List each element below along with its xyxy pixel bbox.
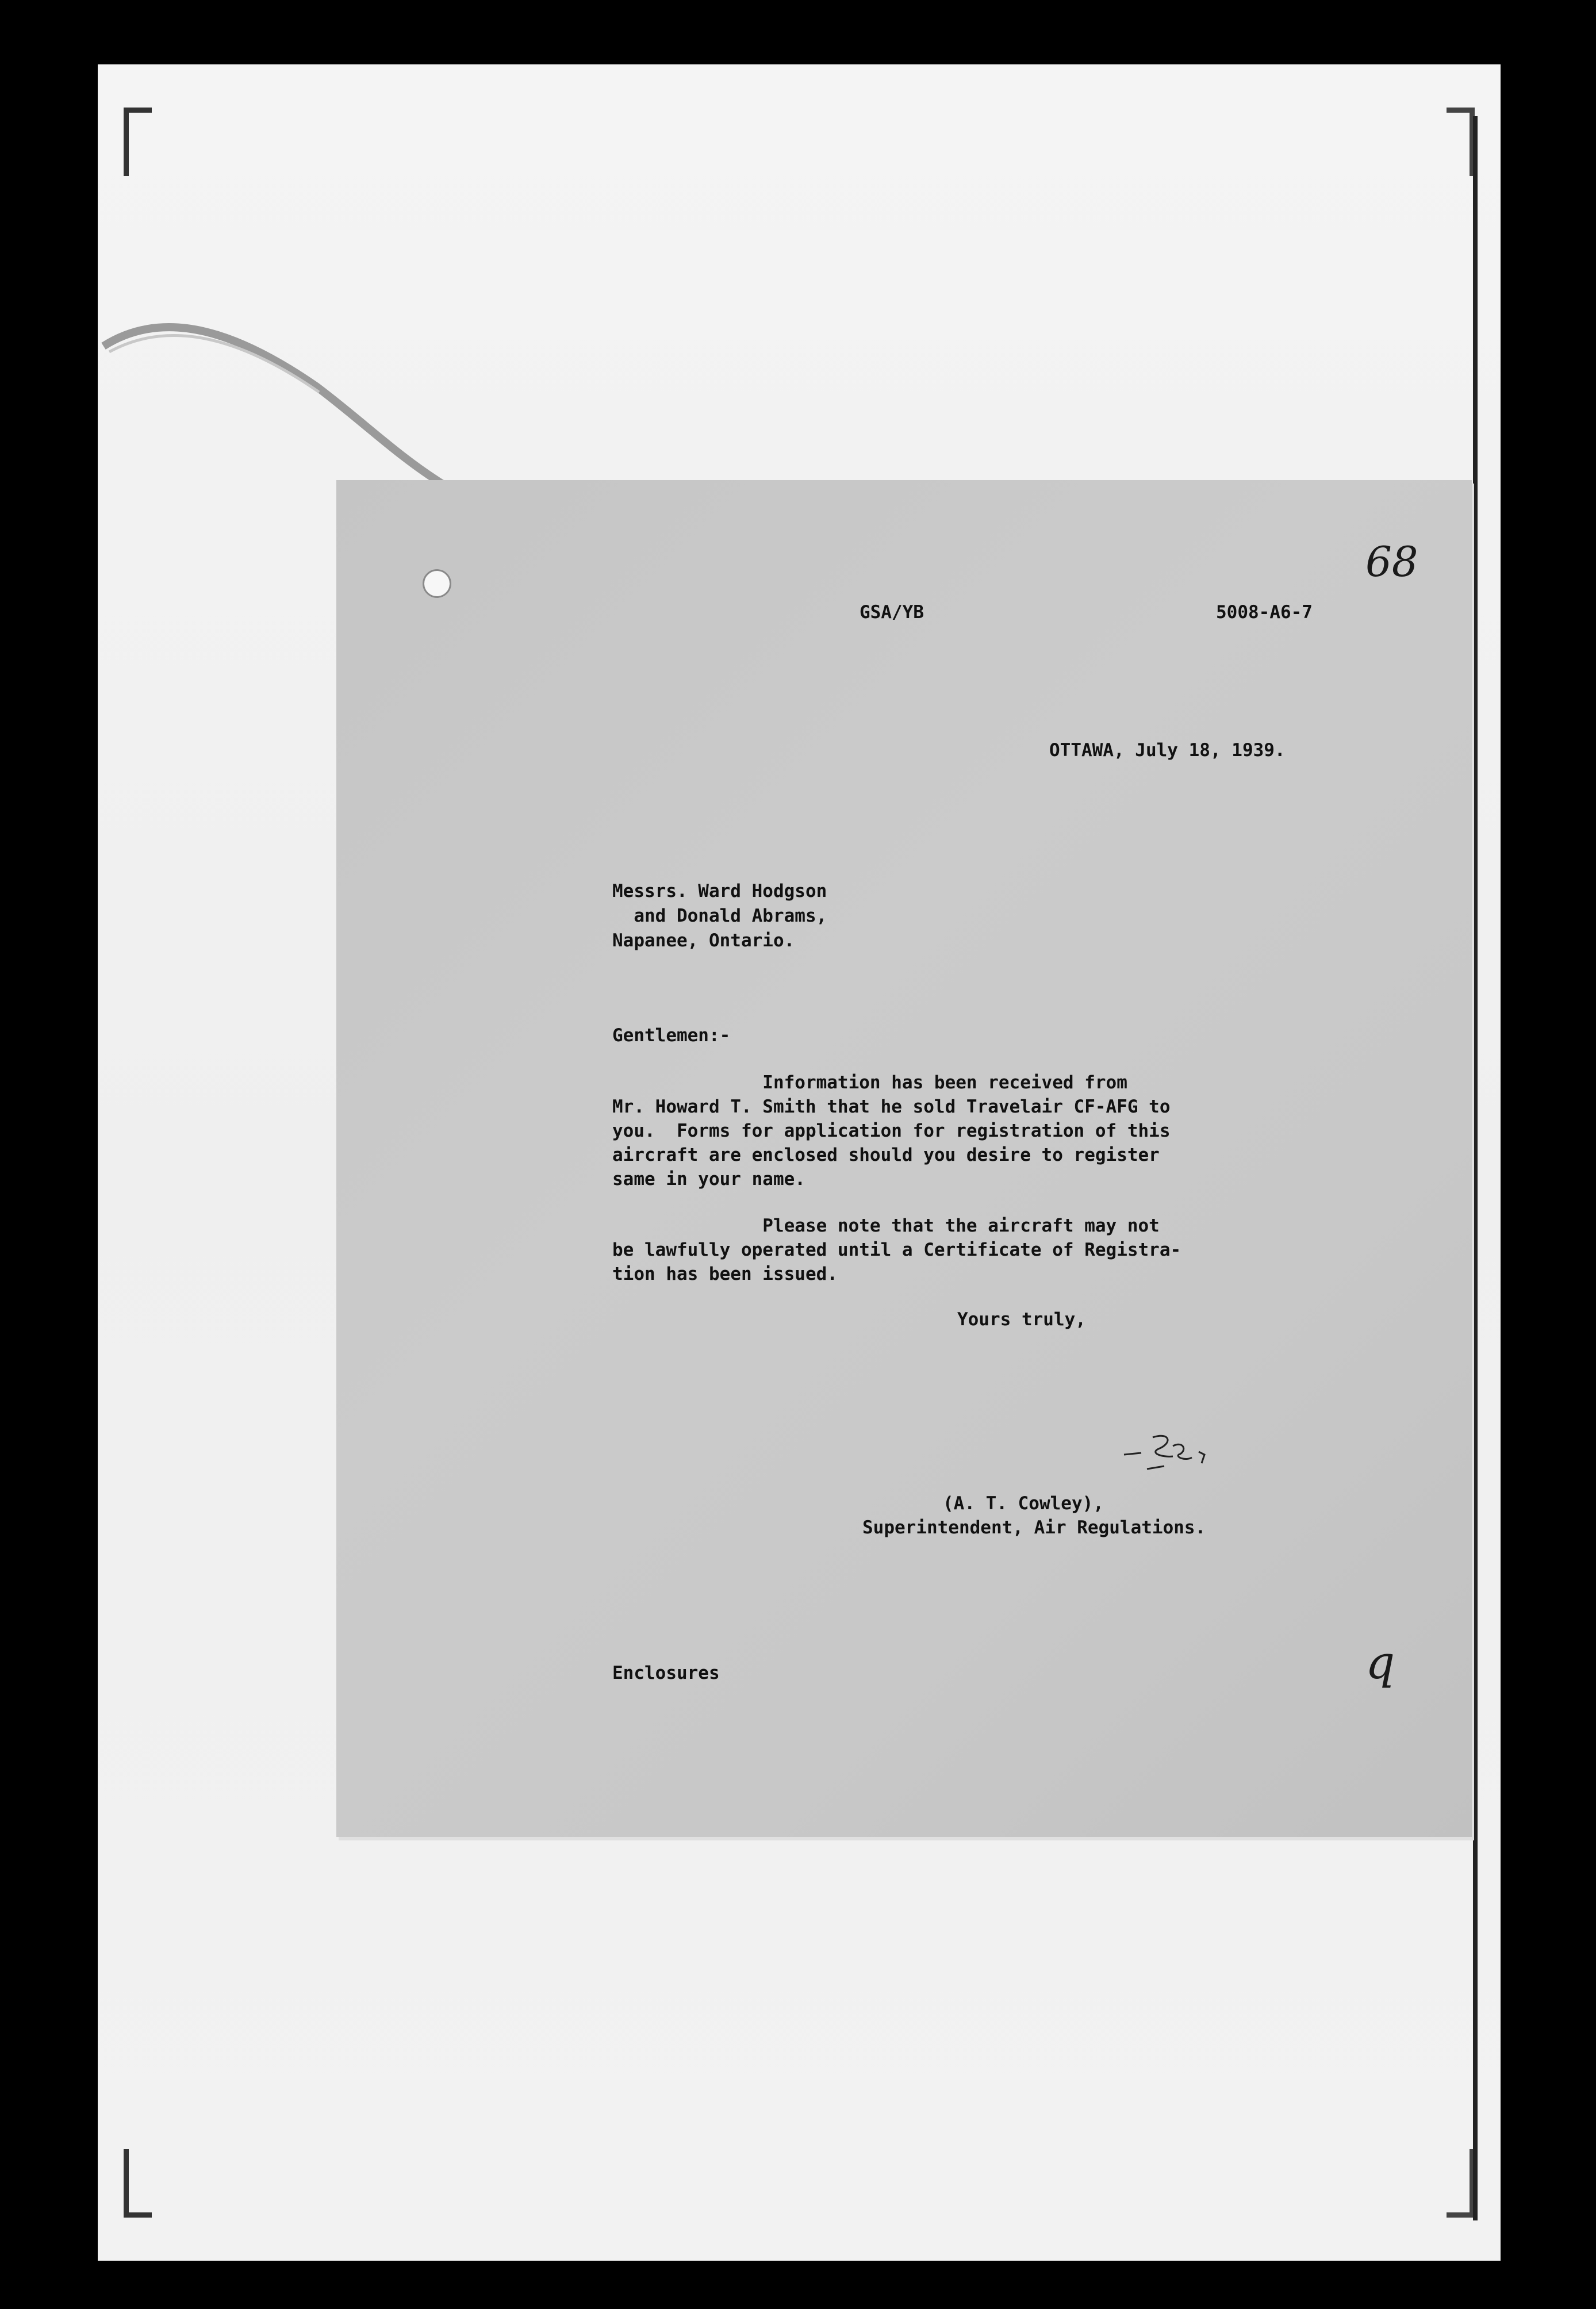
body-line: Please note that the aircraft may not (612, 1215, 1160, 1236)
handwritten-margin-mark: q (1365, 1636, 1395, 1689)
body-line: Mr. Howard T. Smith that he sold Travelair CF-AFG to (612, 1096, 1171, 1117)
body-line: you. Forms for application for registration of this (612, 1121, 1171, 1141)
signature-initials (1118, 1423, 1216, 1486)
body-line: tion has been issued. (612, 1264, 838, 1284)
handwritten-page-number: 68 (1365, 538, 1418, 586)
closing: Yours truly, (957, 1309, 1086, 1330)
salutation: Gentlemen:- (612, 1025, 731, 1046)
body-line: aircraft are enclosed should you desire to register (612, 1145, 1160, 1165)
address-line: Messrs. Ward Hodgson (612, 881, 827, 902)
frame-corner-bottom-left (124, 2149, 152, 2218)
address-line: Napanee, Ontario. (612, 930, 795, 951)
body-line: Information has been received from (612, 1072, 1127, 1093)
frame-corner-bottom-right (1447, 2149, 1475, 2218)
place-and-date: OTTAWA, July 18, 1939. (1049, 740, 1286, 761)
file-reference-left: GSA/YB (860, 602, 924, 623)
body-line: be lawfully operated until a Certificate of Registra- (612, 1240, 1181, 1260)
punch-hole (423, 569, 451, 598)
file-reference-right: 5008-A6-7 (1216, 602, 1313, 623)
letter-sheet (336, 480, 1472, 1837)
signatory-title: Superintendent, Air Regulations. (862, 1517, 1206, 1538)
enclosures-note: Enclosures (612, 1663, 720, 1683)
signatory-name: (A. T. Cowley), (943, 1493, 1104, 1514)
address-line: and Donald Abrams, (612, 906, 827, 926)
body-line: same in your name. (612, 1169, 805, 1190)
